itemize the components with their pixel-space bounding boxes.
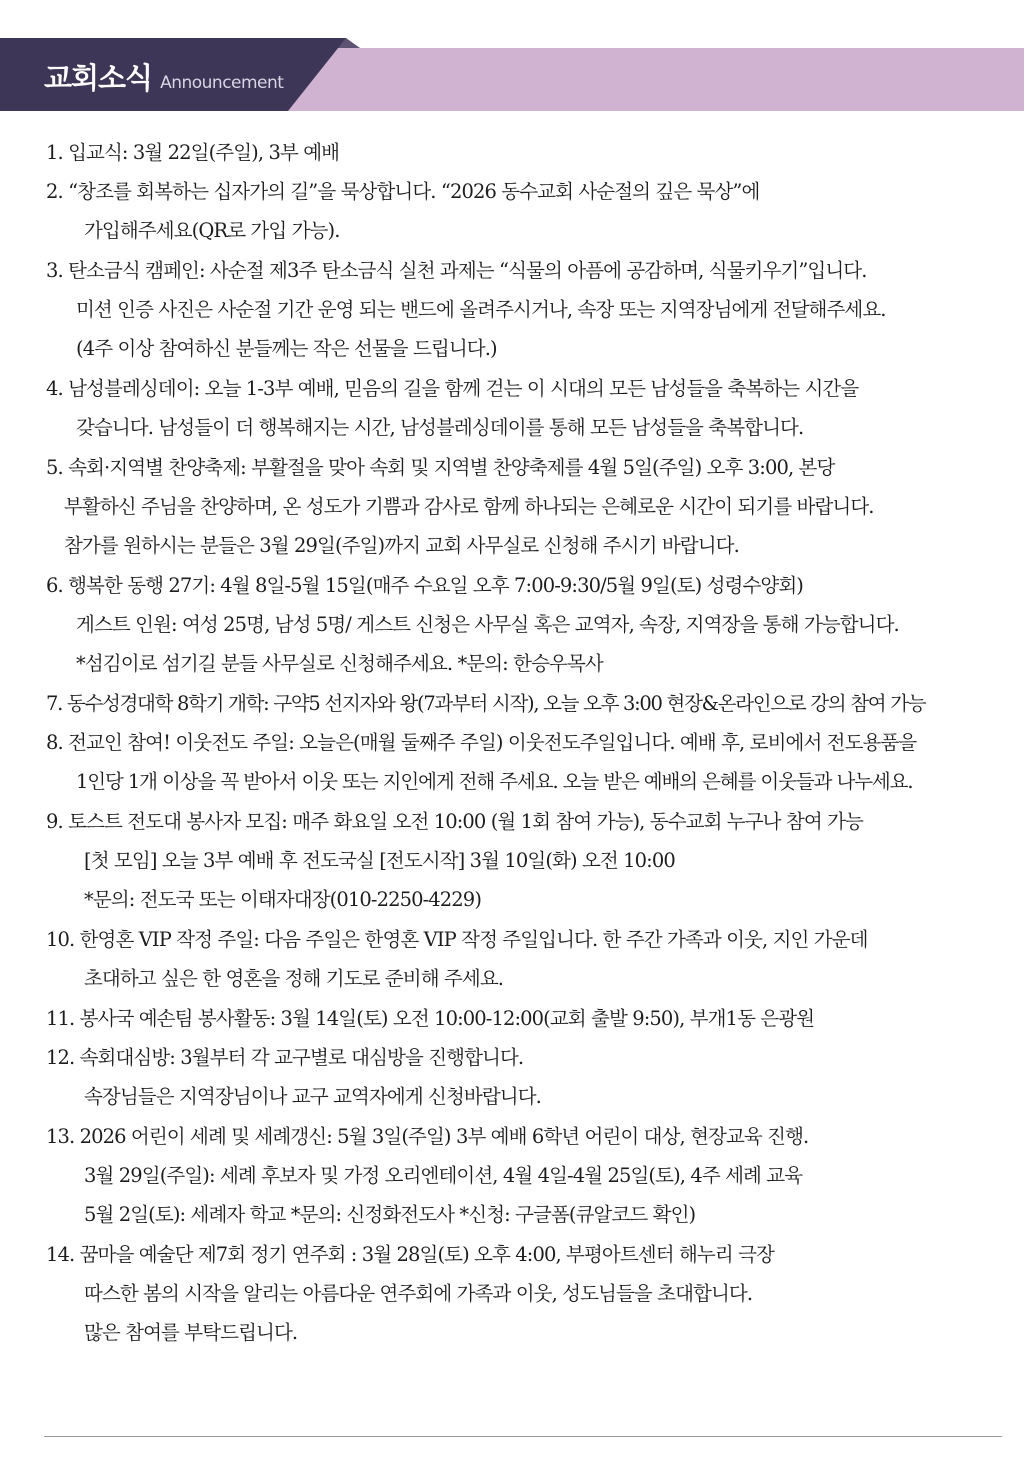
announcement-9-line-3: *문의: 전도국 또는 이태자대장(010-2250-4229) bbox=[84, 888, 482, 911]
announcement-8-line-1: 8. 전교인 참여! 이웃전도 주일: 오늘은(매월 둘째주 주일) 이웃전도주일입니다. 예배 후, 로비에서 전도용품을 bbox=[46, 731, 917, 754]
announcement-3-line-3: (4주 이상 참여하신 분들께는 작은 선물을 드립니다.) bbox=[76, 337, 497, 360]
announcement-9-line-1: 9. 토스트 전도대 봉사자 모집: 매주 화요일 오전 10:00 (월 1회 참여 가능), 동수교회 누구나 참여 가능 bbox=[46, 810, 863, 833]
announcement-3-line-2: 미션 인증 사진은 사순절 기간 운영 되는 밴드에 올려주시거나, 속장 또는 지역장님에게 전달해주세요. bbox=[76, 298, 886, 321]
announcement-10-line-2: 초대하고 싶은 한 영혼을 정해 기도로 준비해 주세요. bbox=[84, 967, 504, 990]
page-subtitle: Announcement bbox=[160, 73, 284, 93]
announcement-9-line-2: [첫 모임] 오늘 3부 예배 후 전도국실 [전도시작] 3월 10일(화) 오전 10:00 bbox=[84, 849, 675, 872]
announcement-12-line-1: 12. 속회대심방: 3월부터 각 교구별로 대심방을 진행합니다. bbox=[46, 1046, 524, 1069]
announcement-11-line-1: 11. 봉사국 예손팀 봉사활동: 3월 14일(토) 오전 10:00-12:00(교회 출발 9:50), 부개1동 은광원 bbox=[46, 1007, 815, 1030]
announcement-2-line-2: 가입해주세요(QR로 가입 가능). bbox=[84, 219, 340, 242]
announcement-13-line-3: 5월 2일(토): 세례자 학교 *문의: 신정화전도사 *신청: 구글폼(큐알코드 확인) bbox=[84, 1203, 696, 1226]
header-title-group bbox=[44, 56, 283, 97]
announcement-3-line-1: 3. 탄소금식 캠페인: 사순절 제3주 탄소금식 실천 과제는 “식물의 아픔에 공감하며, 식물키우기”입니다. bbox=[46, 259, 867, 282]
announcement-14-line-3: 많은 참여를 부탁드립니다. bbox=[84, 1321, 298, 1344]
announcement-1-line-1: 1. 입교식: 3월 22일(주일), 3부 예배 bbox=[46, 141, 340, 164]
announcement-5-line-3: 참가를 원하시는 분들은 3월 29일(주일)까지 교회 사무실로 신청해 주시기 바랍니다. bbox=[64, 534, 739, 557]
footer-divider bbox=[44, 1436, 1002, 1437]
announcement-4-line-2: 갖습니다. 남성들이 더 행복해지는 시간, 남성블레싱데이를 통해 모든 남성들을 축복합니다. bbox=[76, 416, 804, 439]
announcement-14-line-1: 14. 꿈마을 예술단 제7회 정기 연주회 : 3월 28일(토) 오후 4:00, 부평아트센터 해누리 극장 bbox=[46, 1243, 774, 1266]
announcement-13-line-1: 13. 2026 어린이 세례 및 세례갱신: 5월 3일(주일) 3부 예배 6학년 어린이 대상, 현장교육 진행. bbox=[46, 1125, 809, 1148]
announcement-12-line-2: 속장님들은 지역장님이나 교구 교역자에게 신청바랍니다. bbox=[84, 1085, 541, 1108]
announcement-2-line-1: 2. “창조를 회복하는 십자가의 길”을 묵상합니다. “2026 동수교회 사순절의 깊은 묵상”에 bbox=[46, 180, 760, 203]
announcement-10-line-1: 10. 한영혼 VIP 작정 주일: 다음 주일은 한영혼 VIP 작정 주일입니다. 한 주간 가족과 이웃, 지인 가운데 bbox=[46, 928, 868, 951]
announcement-13-line-2: 3월 29일(주일): 세례 후보자 및 가정 오리엔테이션, 4월 4일-4월 25일(토), 4주 세례 교육 bbox=[84, 1164, 803, 1187]
page-title: 교회소식 bbox=[44, 61, 153, 95]
announcement-7-line-1: 7. 동수성경대학 8학기 개학: 구약5 선지자와 왕(7과부터 시작), 오늘 오후 3:00 현장&온라인으로 강의 참여 가능 bbox=[46, 692, 926, 715]
announcement-14-line-2: 따스한 봄의 시작을 알리는 아름다운 연주회에 가족과 이웃, 성도님들을 초대합니다. bbox=[84, 1282, 753, 1305]
announcement-8-line-2: 1인당 1개 이상을 꼭 받아서 이웃 또는 지인에게 전해 주세요. 오늘 받은 예배의 은혜를 이웃들과 나누세요. bbox=[76, 770, 913, 793]
header-banner bbox=[0, 0, 1024, 116]
announcement-6-line-2: 게스트 인원: 여성 25명, 남성 5명/ 게스트 신청은 사무실 혹은 교역자, 속장, 지역장을 통해 가능합니다. bbox=[76, 613, 899, 636]
announcement-5-line-2: 부활하신 주님을 찬양하며, 온 성도가 기쁨과 감사로 함께 하나되는 은혜로운 시간이 되기를 바랍니다. bbox=[64, 495, 874, 518]
announcement-5-line-1: 5. 속회·지역별 찬양축제: 부활절을 맞아 속회 및 지역별 찬양축제를 4월 5일(주일) 오후 3:00, 본당 bbox=[46, 456, 835, 479]
announcement-6-line-1: 6. 행복한 동행 27기: 4월 8일-5월 15일(매주 수요일 오후 7:00-9:30/5월 9일(토) 성령수양회) bbox=[46, 574, 803, 597]
announcement-6-line-3: *섬김이로 섬기길 분들 사무실로 신청해주세요. *문의: 한승우목사 bbox=[76, 652, 603, 675]
announcement-4-line-1: 4. 남성블레싱데이: 오늘 1-3부 예배, 믿음의 길을 함께 걷는 이 시대의 모든 남성들을 축복하는 시간을 bbox=[46, 377, 859, 400]
